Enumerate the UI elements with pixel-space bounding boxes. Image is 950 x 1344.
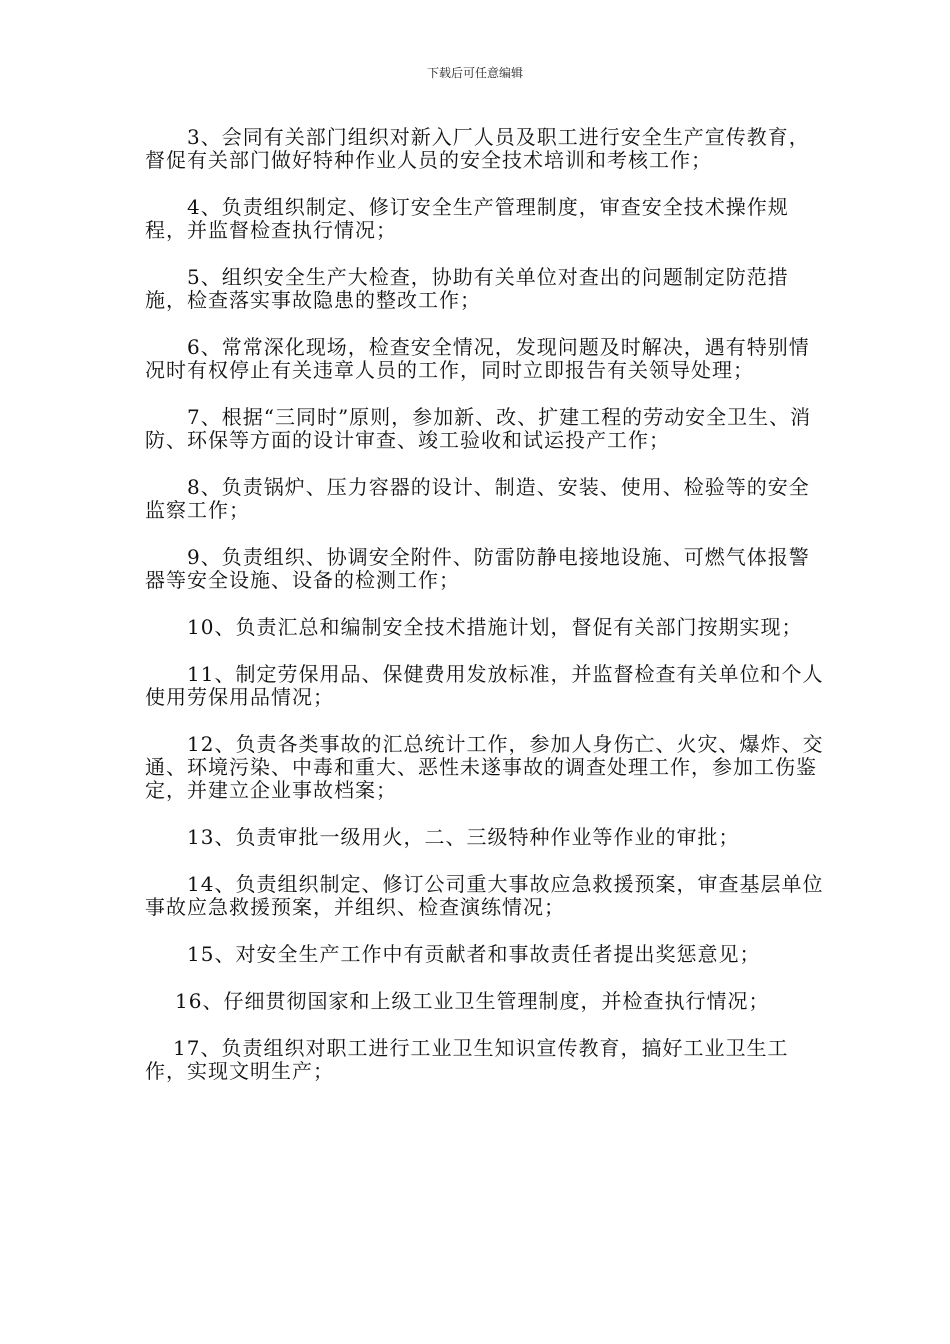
paragraph-item-8: 8、负责锅炉、压力容器的设计、制造、安装、使用、检验等的安全监察工作；: [145, 475, 810, 522]
paragraph-item-14: 14、负责组织制定、修订公司重大事故应急救援预案，审查基层单位事故应急救援预案，并组织、检查演练情况；: [145, 872, 824, 919]
paragraph-item-4: 4、负责组织制定、修订安全生产管理制度，审查安全技术操作规程，并监督检查执行情况；: [145, 195, 789, 242]
paragraph-item-15: 15、对安全生产工作中有贡献者和事故责任者提出奖惩意见；: [187, 942, 761, 966]
paragraph-item-17: 17、负责组织对职工进行工业卫生知识宣传教育，搞好工业卫生工作，实现文明生产；: [145, 1036, 789, 1083]
document-body: [145, 126, 825, 1107]
paragraph-item-10: 10、负责汇总和编制安全技术措施计划，督促有关部门按期实现；: [187, 615, 803, 639]
paragraph-item-7: 7、根据“三同时”原则，参加新、改、扩建工程的劳动安全卫生、消防、环保等方面的设计审查、竣工验收和试运投产工作；: [145, 405, 812, 452]
page-header: 下载后可任意编辑: [426, 66, 523, 80]
paragraph-item-12: 12、负责各类事故的汇总统计工作，参加人身伤亡、火灾、爆炸、交通、环境污染、中毒和重大、恶性未遂事故的调查处理工作，参加工伤鉴定，并建立企业事故档案；: [145, 732, 824, 802]
paragraph-item-9: 9、负责组织、协调安全附件、防雷防静电接地设施、可燃气体报警器等安全设施、设备的检测工作；: [145, 545, 810, 592]
paragraph-item-11: 11、制定劳保用品、保健费用发放标准，并监督检查有关单位和个人使用劳保用品情况；: [145, 662, 824, 709]
paragraph-item-6: 6、常常深化现场，检查安全情况，发现问题及时解决，遇有特别情况时有权停止有关违章人员的工作，同时立即报告有关领导处理；: [145, 335, 810, 382]
paragraph-item-13: 13、负责审批一级用火，二、三级特种作业等作业的审批；: [187, 825, 740, 849]
paragraph-item-16: 16、仔细贯彻国家和上级工业卫生管理制度，并检查执行情况；: [175, 989, 770, 1013]
paragraph-item-3: 3、会同有关部门组织对新入厂人员及职工进行安全生产宣传教育，督促有关部门做好特种作业人员的安全技术培训和考核工作；: [145, 125, 810, 172]
paragraph-item-5: 5、组织安全生产大检查，协助有关单位对查出的问题制定防范措施，检查落实事故隐患的整改工作；: [145, 265, 789, 312]
